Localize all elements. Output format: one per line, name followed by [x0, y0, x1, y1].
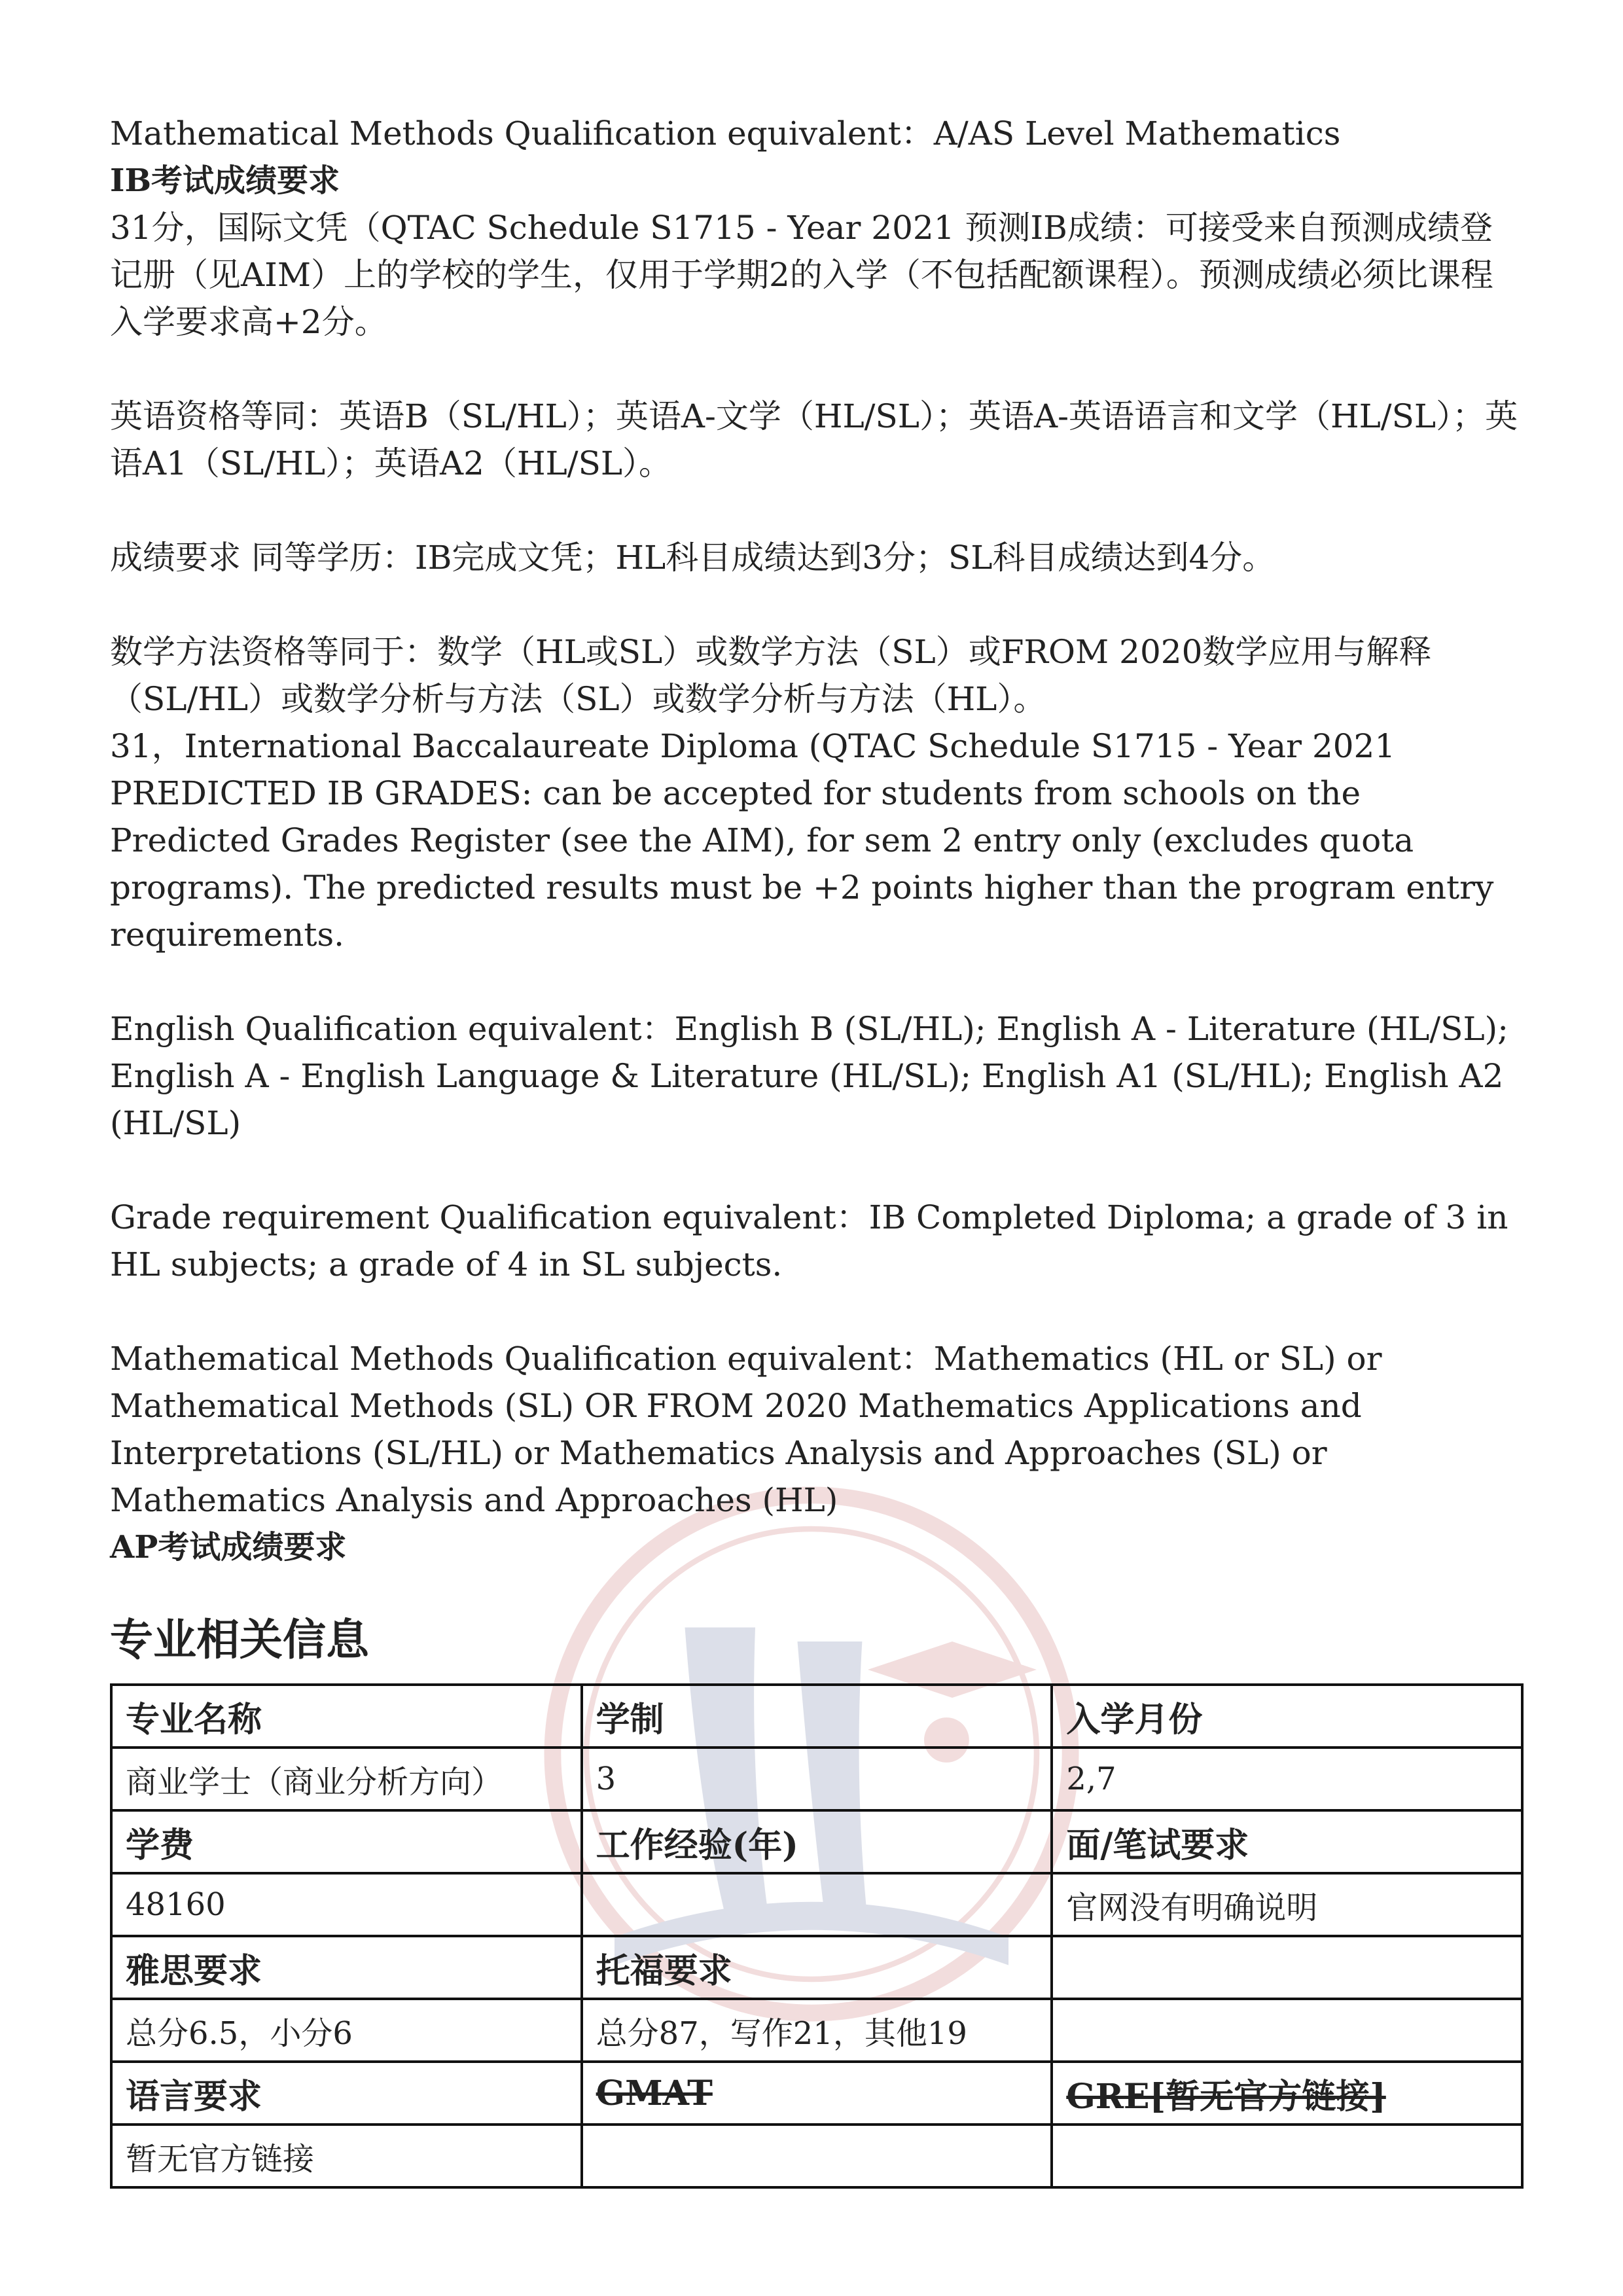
header-language-requirement: 语言要求: [111, 2062, 582, 2125]
table-row: [111, 1810, 1522, 1873]
header-gre: [1052, 2062, 1522, 2125]
english-en-paragraph: English Qualification equivalent：English B (SL/HL); English A - Literature (HL/SL); English A - English Language & Literature (HL/SL); English A1 (SL/HL); English A2 (HL/SL): [110, 1010, 1509, 1142]
header-empty: [1052, 1936, 1522, 1999]
header-ielts: 雅思要求: [111, 1936, 582, 1999]
header-work-experience: 工作经验(年): [582, 1810, 1052, 1873]
header-interview-requirement: 面/笔试要求: [1052, 1810, 1522, 1873]
header-program-name: 专业名称: [111, 1685, 582, 1748]
value-tuition: 48160: [111, 1873, 582, 1936]
table-row: [111, 2062, 1522, 2125]
ib-en-paragraph: 31，International Baccalaureate Diploma (QTAC Schedule S1715 - Year 2021 PREDICTED IB GRADES: can be accepted for students from schools on the Predicted Grades Register (see the AIM), for sem 2 entry only (excludes quota programs). The predicted results must be +2 points higher than the program entry requirements.: [110, 727, 1494, 954]
value-gre: [1052, 2125, 1522, 2187]
document-body: [110, 110, 1524, 2189]
value-gmat: [582, 2125, 1052, 2187]
grade-en-paragraph: Grade requirement Qualification equivalent：IB Completed Diploma; a grade of 3 in HL subjects; a grade of 4 in SL subjects.: [110, 1198, 1508, 1283]
table-row: [111, 1748, 1522, 1810]
value-work-experience: [582, 1873, 1052, 1936]
value-program-name: 商业学士（商业分析方向）: [111, 1748, 582, 1810]
table-row: [111, 1873, 1522, 1936]
table-row: [111, 1685, 1522, 1748]
table-row: [111, 1936, 1522, 1999]
math-en-paragraph: Mathematical Methods Qualification equivalent：Mathematics (HL or SL) or Mathematical Methods (SL) OR FROM 2020 Mathematics Applications and Interpretations (SL/HL) or Mathematics Analysis and Approaches (SL) or Mathematics Analysis and Approaches (HL): [110, 1340, 1382, 1519]
header-intake-month: 入学月份: [1052, 1685, 1522, 1748]
ib-heading: IB考试成绩要求: [110, 162, 340, 199]
value-ielts: 总分6.5，小分6: [111, 1999, 582, 2062]
header-toefl: 托福要求: [582, 1936, 1052, 1999]
value-duration: 3: [582, 1748, 1052, 1810]
table-row: [111, 1999, 1522, 2062]
ib-cn-paragraph: 31分，国际文凭（QTAC Schedule S1715 - Year 2021 预测IB成绩：可接受来自预测成绩登记册（见AIM）上的学校的学生，仅用于学期2的入学（不包括配额课程）。预测成绩必须比课程入学要求高+2分。: [110, 209, 1493, 341]
math-cn-paragraph: 数学方法资格等同于：数学（HL或SL）或数学方法（SL）或FROM 2020数学应用与解释（SL/HL）或数学分析与方法（SL）或数学分析与方法（HL）。: [110, 633, 1432, 718]
header-duration: 学制: [582, 1685, 1052, 1748]
gre-link[interactable]: GRE[暂无官方链接]: [1066, 2076, 1386, 2117]
header-gmat: [582, 2062, 1052, 2125]
gmat-link[interactable]: GMAT: [596, 2073, 713, 2113]
value-empty: [1052, 1999, 1522, 2062]
header-tuition: 学费: [111, 1810, 582, 1873]
value-intake-month: 2,7: [1052, 1748, 1522, 1810]
table-row: [111, 2125, 1522, 2187]
grade-cn-paragraph: 成绩要求 同等学历：IB完成文凭；HL科目成绩达到3分；SL科目成绩达到4分。: [110, 539, 1275, 577]
value-language-requirement: 暂无官方链接: [111, 2125, 582, 2187]
program-info-table: [110, 1683, 1524, 2189]
english-cn-paragraph: 英语资格等同：英语B（SL/HL）；英语A-文学（HL/SL）；英语A-英语语言和文学（HL/SL）；英语A1（SL/HL）；英语A2（HL/SL）。: [110, 397, 1518, 482]
value-toefl: 总分87，写作21，其他19: [582, 1999, 1052, 2062]
math-methods-line: Mathematical Methods Qualification equivalent：A/AS Level Mathematics: [110, 115, 1341, 152]
program-info-title: 专业相关信息: [110, 1614, 369, 1665]
ap-heading: AP考试成绩要求: [110, 1529, 347, 1566]
value-interview-requirement: 官网没有明确说明: [1052, 1873, 1522, 1936]
